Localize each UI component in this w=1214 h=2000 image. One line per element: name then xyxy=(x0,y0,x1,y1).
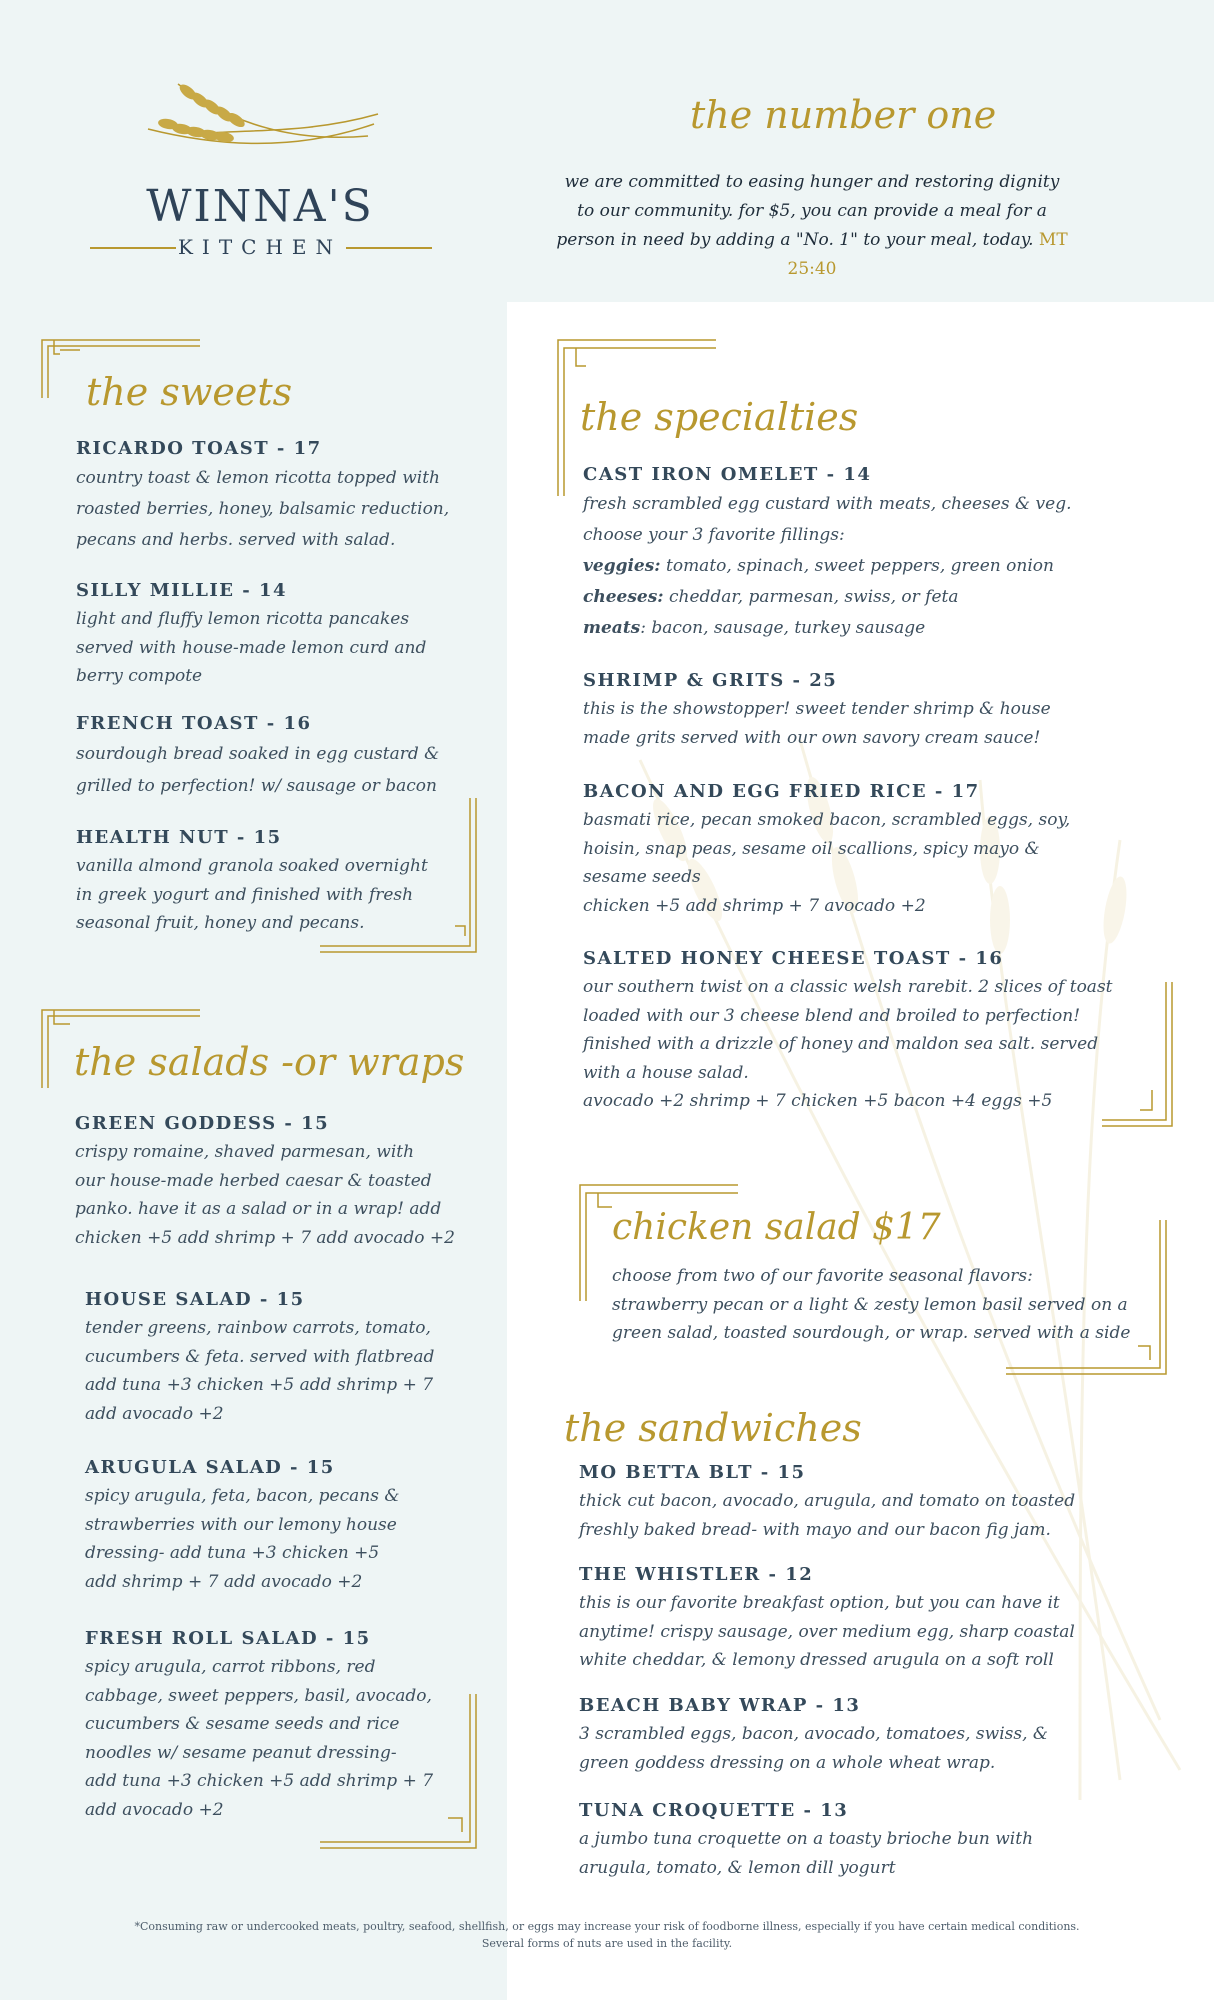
menu-item-arugula-salad xyxy=(85,1457,399,1596)
item-title: CAST IRON OMELET - 14 xyxy=(583,464,872,485)
wheat-logo-icon xyxy=(138,74,382,166)
item-description: sourdough bread soaked in egg custard & grilled to perfection! w/ sausage or bacon xyxy=(76,744,440,796)
item-description xyxy=(583,489,1072,644)
menu-item-ricardo-toast xyxy=(76,438,449,556)
veggies-label: veggies: xyxy=(583,556,661,576)
omelet-cheeses xyxy=(583,582,1072,613)
menu-item-french-toast xyxy=(76,713,439,802)
item-description: spicy arugula, feta, bacon, pecans & strawberries with our lemony house dressing- add tuna +3 chicken +5 add shrimp + 7 add avocado +2 xyxy=(85,1486,400,1592)
omelet-veggies xyxy=(583,551,1072,582)
item-title: RICARDO TOAST - 17 xyxy=(76,438,322,459)
menu-item-the-whistler xyxy=(579,1564,1075,1675)
cheeses-list: cheddar, parmesan, swiss, or feta xyxy=(663,587,959,607)
item-description: choose from two of our favorite seasonal flavors: strawberry pecan or a light & zesty lemon basil served on a green salad, toasted sourdough, or wrap. served with a side xyxy=(612,1266,1131,1343)
menu-item-shrimp-grits xyxy=(583,670,1051,752)
scripture-ref: MT 25:40 xyxy=(787,230,1068,279)
section-title-sweets: the sweets xyxy=(86,370,293,414)
item-description: tender greens, rainbow carrots, tomato, cucumbers & feta. served with flatbread add tuna +3 chicken +5 add shrimp + 7 add avocado +2 xyxy=(85,1318,435,1424)
intro-text xyxy=(556,168,1068,284)
menu-item-silly-millie xyxy=(76,580,426,691)
logo-rule-right xyxy=(346,247,432,249)
item-description: light and fluffy lemon ricotta pancakes served with house-made lemon curd and berry compote xyxy=(76,609,427,686)
allergen-footnote: *Consuming raw or undercooked meats, poultry, seafood, shellfish, or eggs may increase your risk of foodborne illness, especially if you have certain medical conditions. Several forms of nuts are used in the facility. xyxy=(134,1920,1080,1950)
meats-label: meats xyxy=(583,618,641,638)
menu-item-tuna-croquette xyxy=(579,1800,1033,1882)
item-title: GREEN GODDESS - 15 xyxy=(75,1113,330,1134)
item-title: BACON AND EGG FRIED RICE - 17 xyxy=(583,781,980,802)
meats-list: : bacon, sausage, turkey sausage xyxy=(640,618,926,638)
item-description: thick cut bacon, avocado, arugula, and tomato on toasted freshly baked bread- with mayo and our bacon fig jam. xyxy=(579,1491,1076,1540)
cheeses-label: cheeses: xyxy=(583,587,664,607)
item-description: basmati rice, pecan smoked bacon, scrambled eggs, soy, hoisin, snap peas, sesame oil scallions, spicy mayo & sesame seeds chicken +5 add shrimp + 7 avocado +2 xyxy=(583,810,1071,916)
item-title: MO BETTA BLT - 15 xyxy=(579,1462,806,1483)
brand-name: WINNA'S xyxy=(146,181,374,232)
item-title: SHRIMP & GRITS - 25 xyxy=(583,670,838,691)
menu-item-health-nut xyxy=(76,827,428,938)
veggies-list: tomato, spinach, sweet peppers, green onion xyxy=(660,556,1054,576)
item-description: this is the showstopper! sweet tender shrimp & house made grits served with our own savory cream sauce! xyxy=(583,699,1051,748)
menu-item-house-salad xyxy=(85,1289,434,1428)
section-title-specialties: the specialties xyxy=(580,395,859,439)
item-description: a jumbo tuna croquette on a toasty brioche bun with arugula, tomato, & lemon dill yogurt xyxy=(579,1829,1034,1878)
item-description: our southern twist on a classic welsh rarebit. 2 slices of toast loaded with our 3 cheese blend and broiled to perfection! finished with a drizzle of honey and maldon sea salt. served with a house salad. avocado +2 shrimp + 7 chicken +5 bacon +4 eggs +5 xyxy=(583,977,1113,1111)
item-title: SILLY MILLIE - 14 xyxy=(76,580,288,601)
section-title-sandwiches: the sandwiches xyxy=(564,1406,862,1450)
item-title: THE WHISTLER - 12 xyxy=(579,1564,814,1585)
item-description: crispy romaine, shaved parmesan, with our house-made herbed caesar & toasted panko. have it as a salad or in a wrap! add chicken +5 add shrimp + 7 add avocado +2 xyxy=(75,1142,455,1248)
omelet-meats xyxy=(583,613,1072,644)
section-title-chicken-salad: chicken salad xyxy=(612,1207,861,1248)
omelet-line-2: choose your 3 favorite fillings: xyxy=(583,525,845,545)
brand-subtitle: KITCHEN xyxy=(177,235,343,259)
item-title: ARUGULA SALAD - 15 xyxy=(85,1457,335,1478)
chicken-salad-price: $17 xyxy=(872,1207,941,1248)
item-title: SALTED HONEY CHEESE TOAST - 16 xyxy=(583,948,1004,969)
item-description: this is our favorite breakfast option, but you can have it anytime! crispy sausage, over medium egg, sharp coastal white cheddar, & lemony dressed arugula on a soft roll xyxy=(579,1593,1075,1670)
menu-item-bacon-egg-fried-rice xyxy=(583,781,1070,920)
item-title: FRESH ROLL SALAD - 15 xyxy=(85,1628,371,1649)
chicken-salad-description xyxy=(612,1258,1130,1348)
intro-body: we are committed to easing hunger and restoring dignity to our community. for $5, you can provide a meal for a person in need by adding a "No. 1" to your meal, today. xyxy=(556,172,1060,250)
item-title: HEALTH NUT - 15 xyxy=(76,827,282,848)
number-one-title: the number one xyxy=(690,93,997,137)
menu-item-fresh-roll-salad xyxy=(85,1628,433,1824)
omelet-line-1: fresh scrambled egg custard with meats, cheeses & veg. xyxy=(583,494,1072,514)
item-title: FRENCH TOAST - 16 xyxy=(76,713,312,734)
menu-item-green-goddess xyxy=(75,1113,455,1252)
item-title: TUNA CROQUETTE - 13 xyxy=(579,1800,849,1821)
item-title: HOUSE SALAD - 15 xyxy=(85,1289,305,1310)
item-title: BEACH BABY WRAP - 13 xyxy=(579,1695,861,1716)
menu-item-beach-baby-wrap xyxy=(579,1695,1048,1777)
menu-item-cast-iron-omelet xyxy=(583,464,1072,644)
section-title-salads: the salads -or wraps xyxy=(74,1040,465,1084)
menu-item-mo-betta-blt xyxy=(579,1462,1075,1544)
menu-item-salted-honey-cheese-toast xyxy=(583,948,1113,1116)
item-description: spicy arugula, carrot ribbons, red cabbage, sweet peppers, basil, avocado, cucumbers & sesame seeds and rice noodles w/ sesame peanut dressing- add tuna +3 chicken +5 add shrimp + 7 add avocado +2 xyxy=(85,1657,434,1820)
item-description: country toast & lemon ricotta topped with roasted berries, honey, balsamic reduction, pecans and herbs. served with salad. xyxy=(76,468,450,550)
item-description: vanilla almond granola soaked overnight in greek yogurt and finished with fresh seasonal fruit, honey and pecans. xyxy=(76,856,428,933)
item-description: 3 scrambled eggs, bacon, avocado, tomatoes, swiss, & green goddess dressing on a whole wheat wrap. xyxy=(579,1724,1049,1773)
